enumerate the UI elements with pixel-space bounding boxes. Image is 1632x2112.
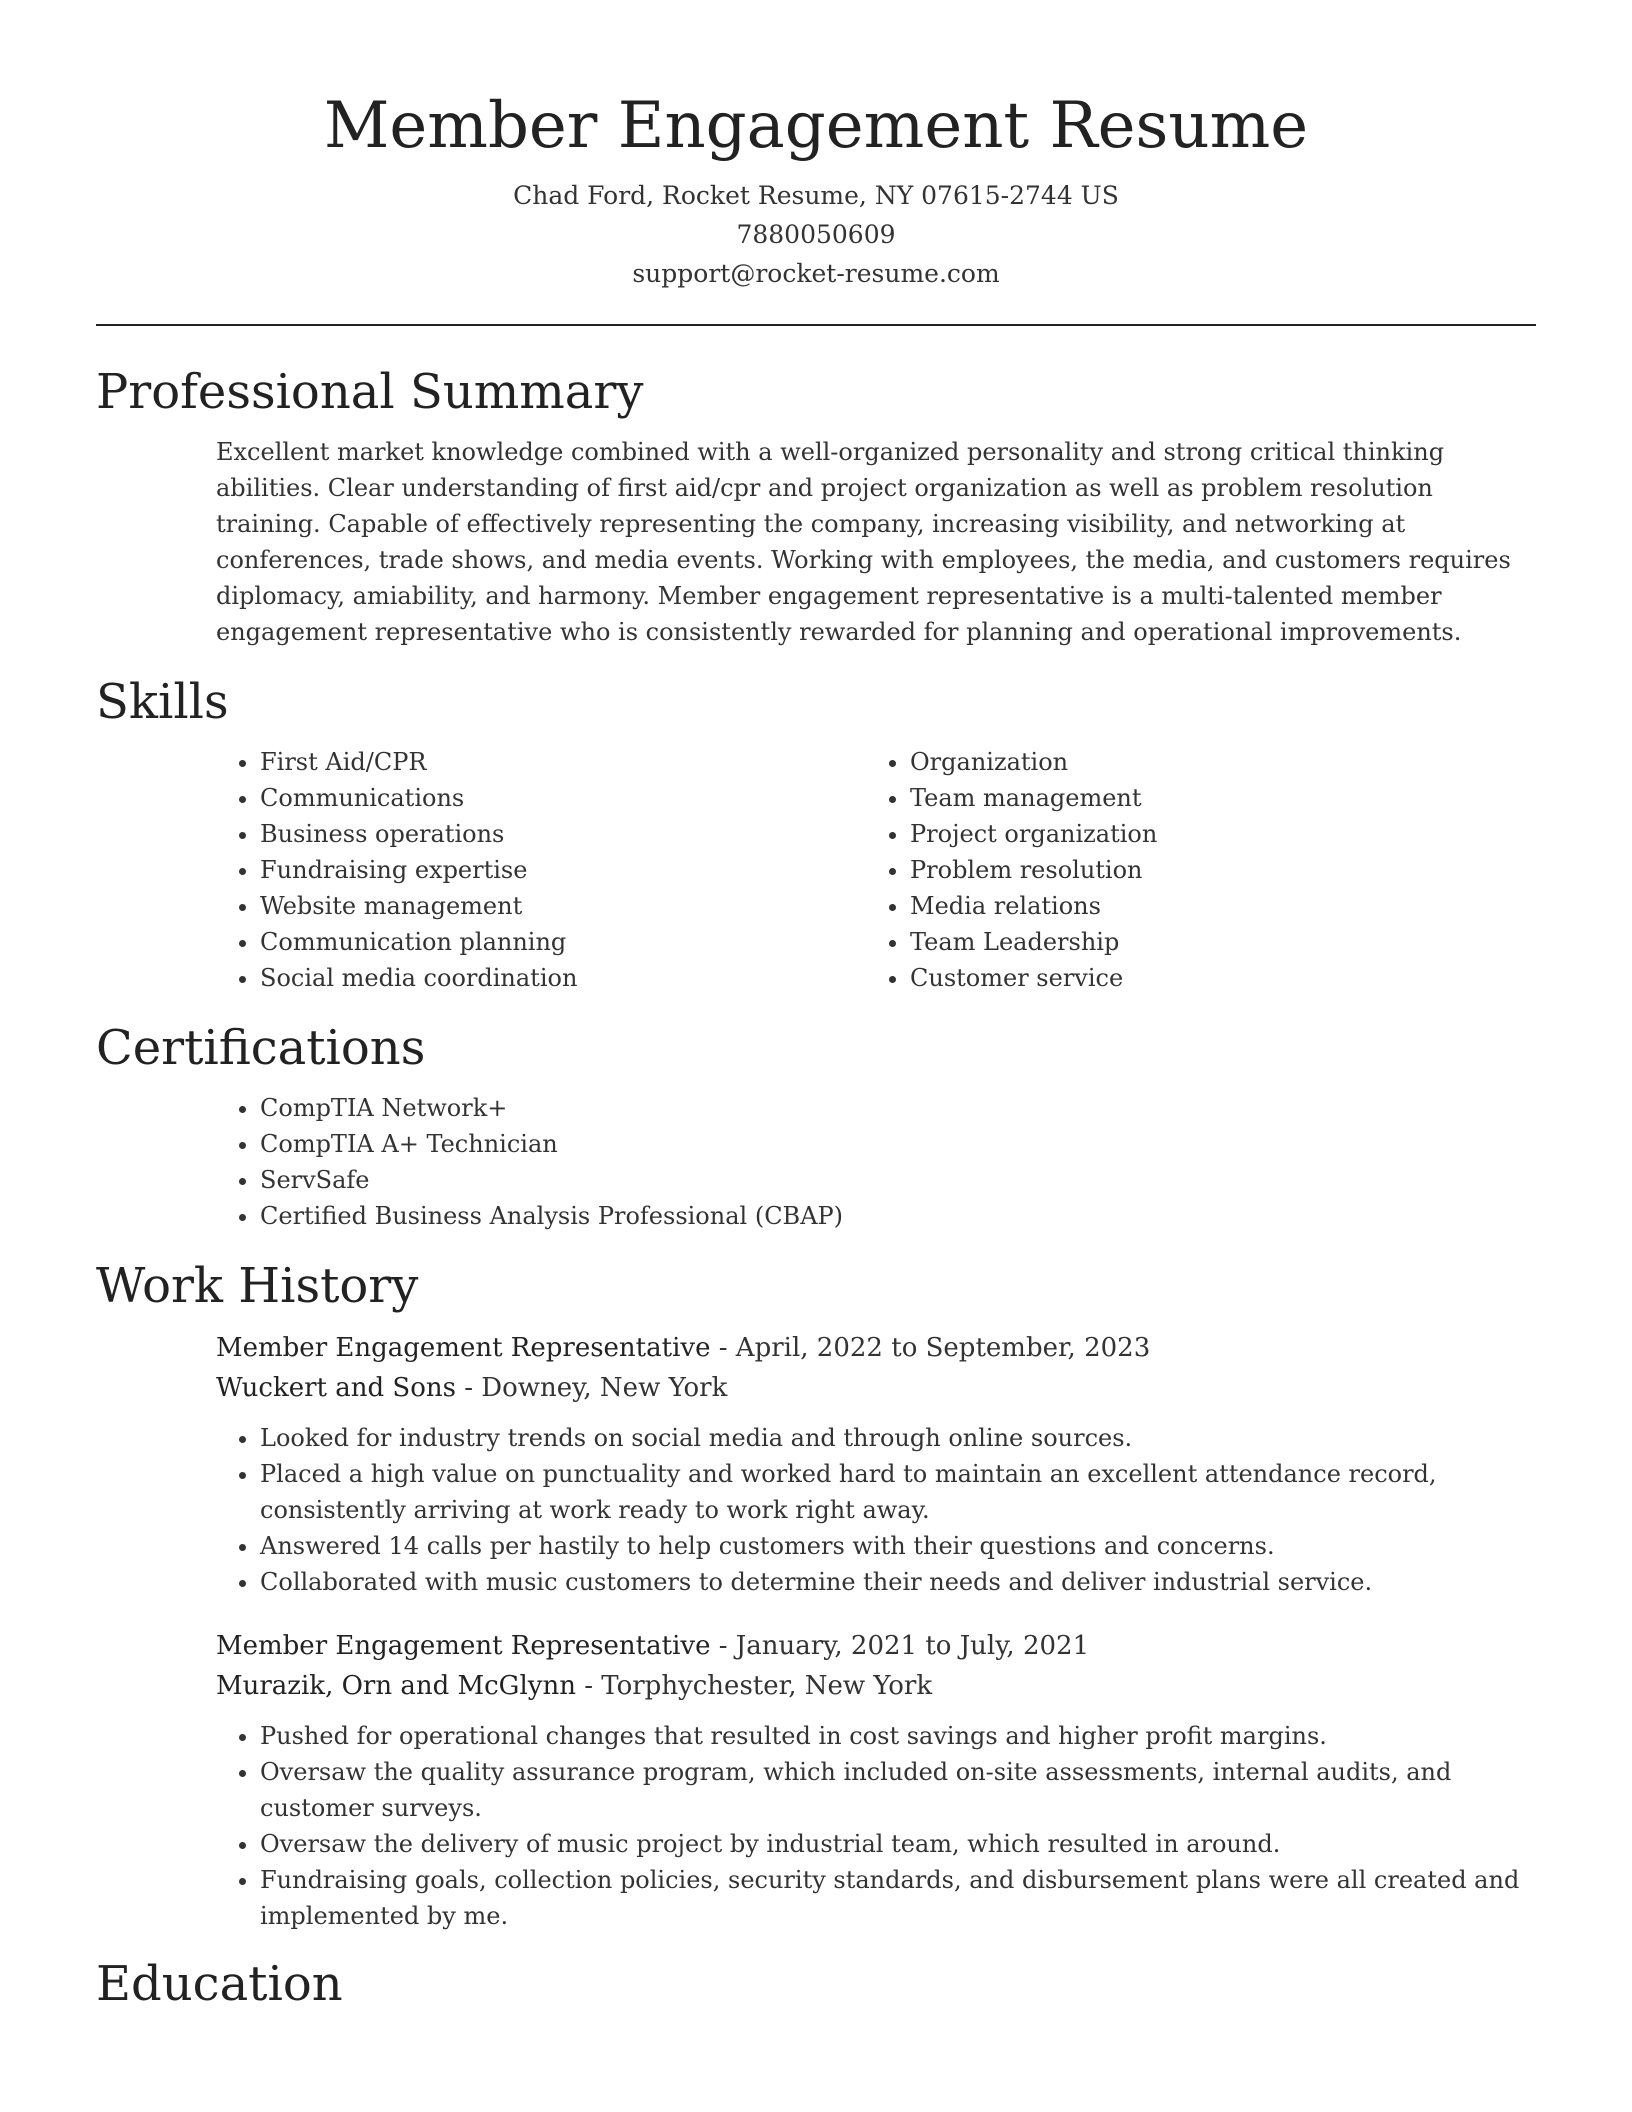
skills-grid <box>216 744 1536 996</box>
job-bullet: • Collaborated with music customers to determine their needs and deliver industrial service. <box>260 1564 1536 1600</box>
contact-address: Chad Ford, Rocket Resume, NY 07615-2744 US <box>513 181 1119 210</box>
job-company-line <box>216 1368 1536 1408</box>
skill-item: • Communication planning <box>260 924 866 960</box>
job-bullet: • Pushed for operational changes that resulted in cost savings and higher profit margins. <box>260 1718 1536 1754</box>
job-bullet: • Placed a high value on punctuality and worked hard to maintain an excellent attendance record, consistently arriving at work ready to work right away. <box>260 1456 1536 1528</box>
skill-item: • Organization <box>910 744 1516 780</box>
contact-email: support@rocket-resume.com <box>632 259 1000 288</box>
summary-text: Excellent market knowledge combined with a well-organized personality and strong critical thinking abilities. Clear understanding of first aid/cpr and project organization as well as problem resolution training. Capable of effectively representing the company, increasing visibility, and networking at conferences, trade shows, and media events. Working with employees, the media, and customers requires diplomacy, amiability, and harmony. Member engagement representative is a multi-talented member engagement representative who is consistently rewarded for planning and operational improvements. <box>216 438 1511 646</box>
skill-item: • Website management <box>260 888 866 924</box>
skill-item: • First Aid/CPR <box>260 744 866 780</box>
certifications-list <box>216 1090 1536 1234</box>
skill-item: • Problem resolution <box>910 852 1516 888</box>
resume-title: Member Engagement Resume <box>323 89 1309 163</box>
job-company: Wuckert and Sons <box>216 1373 456 1403</box>
job-dates: - April, 2022 to September, 2023 <box>710 1333 1151 1363</box>
contact-phone: 7880050609 <box>736 220 896 249</box>
certifications-section <box>216 1090 1536 1234</box>
skill-item: • Customer service <box>910 960 1516 996</box>
summary-section <box>216 434 1536 650</box>
job-bullet: • Looked for industry trends on social media and through online sources. <box>260 1420 1536 1456</box>
job-title: Member Engagement Representative <box>216 1333 711 1363</box>
job-bullet: • Oversaw the delivery of music project by industrial team, which resulted in around. <box>260 1826 1536 1862</box>
job-bullet: • Answered 14 calls per hastily to help customers with their questions and concerns. <box>260 1528 1536 1564</box>
skill-item: • Business operations <box>260 816 866 852</box>
job-entry <box>216 1626 1536 1934</box>
skills-column-right <box>866 744 1516 996</box>
work-history-heading: Work History <box>96 1258 419 1314</box>
skill-item: • Fundraising expertise <box>260 852 866 888</box>
skills-heading: Skills <box>96 674 229 730</box>
skill-item: • Team Leadership <box>910 924 1516 960</box>
skill-item: • Project organization <box>910 816 1516 852</box>
skill-item: • Social media coordination <box>260 960 866 996</box>
skill-item: • Communications <box>260 780 866 816</box>
header-divider <box>96 324 1536 326</box>
job-bullets <box>216 1718 1536 1934</box>
resume-page <box>96 0 1536 2014</box>
contact-block <box>96 176 1536 293</box>
job-bullet: • Fundraising goals, collection policies, security standards, and disbursement plans were all created and implemented by me. <box>260 1862 1536 1934</box>
job-company-line <box>216 1666 1536 1706</box>
summary-heading: Professional Summary <box>96 364 644 420</box>
certifications-heading: Certifications <box>96 1020 426 1076</box>
job-title-line <box>216 1626 1536 1666</box>
certification-item: • Certified Business Analysis Professional (CBAP) <box>260 1198 1536 1234</box>
skill-item: • Media relations <box>910 888 1516 924</box>
job-location: - Torphychester, New York <box>575 1671 933 1701</box>
skills-list-right <box>866 744 1516 996</box>
skills-list-left <box>216 744 866 996</box>
job-bullets <box>216 1420 1536 1600</box>
job-entry <box>216 1328 1536 1600</box>
job-company: Murazik, Orn and McGlynn <box>216 1671 576 1701</box>
job-location: - Downey, New York <box>455 1373 728 1403</box>
job-dates: - January, 2021 to July, 2021 <box>710 1631 1090 1661</box>
education-heading: Education <box>96 1956 343 2012</box>
certification-item: • CompTIA Network+ <box>260 1090 1536 1126</box>
certification-item: • CompTIA A+ Technician <box>260 1126 1536 1162</box>
resume-header <box>96 0 1536 293</box>
skills-column-left <box>216 744 866 996</box>
job-title-line <box>216 1328 1536 1368</box>
skill-item: • Team management <box>910 780 1516 816</box>
job-bullet: • Oversaw the quality assurance program, which included on-site assessments, internal audits, and customer surveys. <box>260 1754 1536 1826</box>
job-title: Member Engagement Representative <box>216 1631 711 1661</box>
certification-item: • ServSafe <box>260 1162 1536 1198</box>
